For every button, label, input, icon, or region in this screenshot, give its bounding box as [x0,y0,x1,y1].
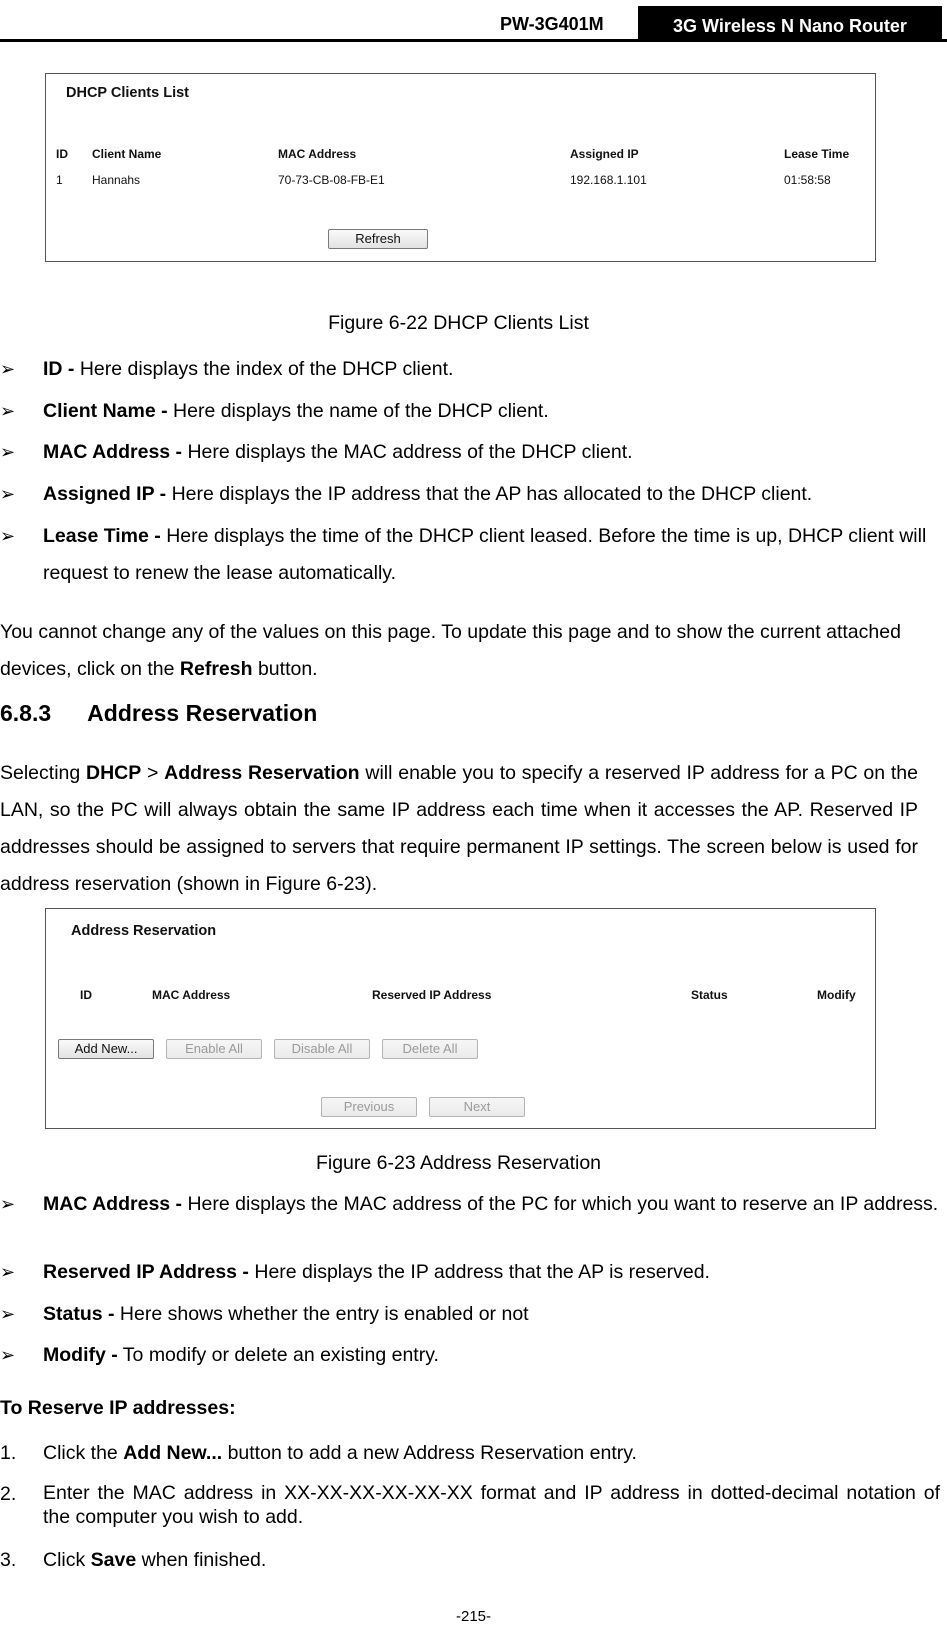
col-client-name: Client Name [92,147,162,161]
refresh-paragraph [0,614,918,688]
step-bold: Add New... [123,1442,223,1464]
cell-ip: 192.168.1.101 [570,173,647,187]
disable-all-button[interactable]: Disable All [274,1039,370,1059]
header-rule [0,39,947,42]
add-new-button[interactable]: Add New... [58,1039,154,1059]
para-bold: DHCP [85,762,142,784]
bullet-term: MAC Address - [43,441,183,463]
bullet-arrow-icon: ➢ [0,1194,16,1214]
product-name: 3G Wireless N Nano Router [638,6,942,39]
panel-title: Address Reservation [71,923,217,939]
dhcp-clients-panel [45,73,876,262]
step-number: 2. [0,1483,17,1505]
para-text: button. [252,658,318,680]
bullet-arrow-icon: ➢ [0,526,16,546]
bullet-desc: Here displays the index of the DHCP client. [74,358,454,380]
bullet-term: ID - [43,358,75,380]
bullet-term: Reserved IP Address - [43,1261,249,1283]
bullet-arrow-icon: ➢ [0,1345,16,1365]
bullet-arrow-icon: ➢ [0,442,16,462]
bullet-arrow-icon: ➢ [0,359,16,379]
bullet-arrow-icon: ➢ [0,1262,16,1282]
address-reservation-panel [45,908,876,1129]
bullet-term: Client Name - [43,400,168,422]
cell-lease: 01:58:58 [784,173,831,187]
col-id: ID [80,988,92,1002]
col-status: Status [691,988,728,1002]
cell-id: 1 [56,173,63,187]
model-name: PW-3G401M [500,14,604,34]
bullet-desc: Here shows whether the entry is enabled or not [114,1303,529,1325]
enable-all-button[interactable]: Enable All [166,1039,262,1059]
bullet-arrow-icon: ➢ [0,401,16,421]
step-text: button to add a new Address Reservation entry. [222,1442,637,1464]
bullet-desc: Here displays the IP address that the AP is reserved. [248,1261,710,1283]
bullet-term: Assigned IP - [43,483,167,505]
address-reservation-paragraph [0,755,918,903]
step-bold: Save [90,1549,137,1571]
bullet-arrow-icon: ➢ [0,484,16,504]
procedure-heading: To Reserve IP addresses: [0,1397,236,1419]
figure-caption-6-23: Figure 6-23 Address Reservation [315,1152,602,1174]
bullet-term: Modify - [43,1344,118,1366]
col-reserved-ip: Reserved IP Address [372,988,492,1002]
bullet-desc: Here displays the MAC address of the DHCP client. [182,441,633,463]
bullet-term: Lease Time - [43,525,161,547]
cell-mac: 70-73-CB-08-FB-E1 [278,173,385,187]
cell-client-name: Hannahs [92,173,141,187]
bullet-arrow-icon: ➢ [0,1304,16,1324]
page-number: -215- [455,1608,492,1625]
col-modify: Modify [817,988,856,1002]
bullet-desc: Here displays the name of the DHCP client. [167,400,549,422]
para-text: > [141,762,165,784]
step-number: 1. [0,1442,17,1464]
col-assigned-ip: Assigned IP [570,147,639,161]
delete-all-button[interactable]: Delete All [382,1039,478,1059]
para-text: Selecting [0,762,86,784]
figure-caption-6-22: Figure 6-22 DHCP Clients List [328,312,589,334]
bullet-desc: To modify or delete an existing entry. [117,1344,439,1366]
page-header [0,0,947,42]
step-number: 3. [0,1549,17,1571]
bullet-term: MAC Address - [43,1193,183,1215]
para-text: You cannot change any of the values on this page. To update this page and to show the current attached devices, click on the [0,621,901,680]
bullet-desc: Here displays the time of the DHCP client leased. Before the time is up, DHCP client will request to renew the lease automatically. [43,525,927,584]
previous-button[interactable]: Previous [321,1097,417,1117]
step-text: Click [43,1549,91,1571]
step-text: when finished. [136,1549,267,1571]
section-title: Address Reservation [87,700,318,726]
refresh-button[interactable]: Refresh [328,229,428,249]
para-text: will enable you to specify a reserved IP address for a PC on the LAN, so the PC will always obtain the same IP address each time when it accesses the AP. Reserved IP addresses should be assigned to servers that require permanent IP settings. The screen below is used for address reservation (shown in Figure 6-23). [0,762,918,895]
col-mac-address: MAC Address [278,147,357,161]
para-bold: Refresh [179,658,253,680]
col-id: ID [56,147,68,161]
section-heading [0,700,317,727]
bullet-desc: Here displays the MAC address of the PC for which you want to reserve an IP address. [182,1193,939,1215]
section-number: 6.8.3 [0,700,52,726]
col-lease-time: Lease Time [784,147,850,161]
bullet-desc: Here displays the IP address that the AP has allocated to the DHCP client. [166,483,813,505]
col-mac-address: MAC Address [152,988,231,1002]
bullet-term: Status - [43,1303,115,1325]
para-bold: Address Reservation [164,762,360,784]
step-text: Enter the MAC address in XX-XX-XX-XX-XX-XX format and IP address in dotted-decimal notation of the computer you wish to add. [43,1482,940,1528]
panel-title: DHCP Clients List [66,85,190,101]
next-button[interactable]: Next [429,1097,525,1117]
step-text: Click the [43,1442,124,1464]
